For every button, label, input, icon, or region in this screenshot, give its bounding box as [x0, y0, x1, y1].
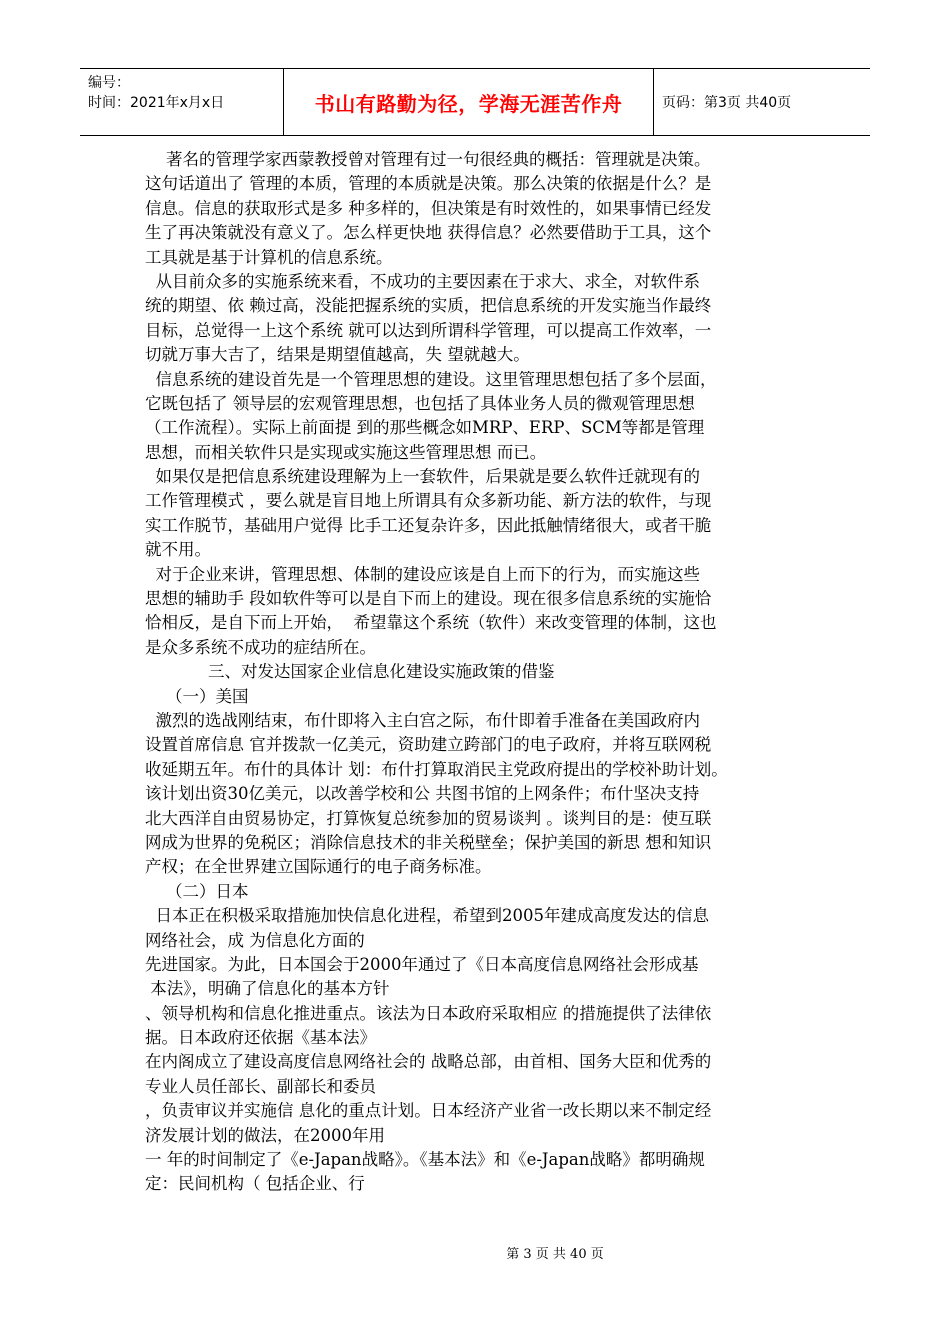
header-slogan: 书山有路勤为径，学海无涯苦作舟 [284, 69, 654, 135]
header-meta [80, 69, 284, 135]
page-header [80, 68, 870, 136]
body-text-line: 产权；在全世界建立国际通行的电子商务标准。 [145, 857, 492, 877]
body-text-line: （工作流程）。实际上前面提 到的那些概念如MRP、ERP、SCM等都是管理 [145, 418, 705, 438]
header-page-info: 页码：第3页 共40页 [662, 95, 792, 111]
body-text-line: 切就万事大吉了，结果是期望值越高，失 望就越大。 [145, 345, 530, 365]
body-text-line: 济发展计划的做法，在2000年用 [145, 1125, 385, 1145]
body-text-line: 日本正在积极采取措施加快信息化进程，希望到2005年建成高度发达的信息 [145, 906, 709, 926]
body-text-line: 定：民间机构（ 包括企业、行 [145, 1174, 365, 1194]
body-text-line: 工具就是基于计算机的信息系统。 [145, 247, 393, 267]
body-text-line: 就不用。 [145, 540, 211, 560]
body-text-line: （二）日本 [145, 881, 249, 901]
body-text-line: 对于企业来讲，管理思想、体制的建设应该是自上而下的行为，而实施这些 [145, 564, 700, 584]
body-text-line: 信息系统的建设首先是一个管理思想的建设。这里管理思想包括了多个层面， [145, 369, 717, 389]
page-footer: 第 3 页 共 40 页 [506, 1247, 604, 1262]
body-text-line: （一）美国 [145, 686, 249, 706]
body-text-line: 在内阁成立了建设高度信息网络社会的 战略总部，由首相、国务大臣和优秀的 [145, 1052, 712, 1072]
body-text-line: 北大西洋自由贸易协定，打算恢复总统参加的贸易谈判 。谈判目的是：使互联 [145, 808, 712, 828]
body-text-line: 三、对发达国家企业信息化建设实施政策的借鉴 [145, 662, 555, 682]
body-text-line: 工作管理模式 ，要么就是盲目地上所谓具有众多新功能、新方法的软件，与现 [145, 491, 712, 511]
body-text-line: 激烈的选战刚结束，布什即将入主白宫之际，布什即着手准备在美国政府内 [145, 710, 700, 730]
document-body [145, 148, 810, 1197]
body-text-line: 收延期五年。布什的具体计 划：布什打算取消民主党政府提出的学校补助计划。 [145, 759, 728, 779]
body-text-line: 据。日本政府还依据《基本法》 [145, 1028, 376, 1048]
body-text-line: 著名的管理学家西蒙教授曾对管理有过一句很经典的概括：管理就是决策。 [145, 150, 711, 169]
body-text-line: 它既包括了 领导层的宏观管理思想，也包括了具体业务人员的微观管理思想 [145, 393, 695, 413]
body-text-line: 目标，总觉得一上这个系统 就可以达到所谓科学管理，可以提高工作效率，一 [145, 320, 712, 340]
body-text-line: 该计划出资30亿美元，以改善学校和公 共图书馆的上网条件；布什坚决支持 [145, 784, 700, 804]
body-text-line: 从目前众多的实施系统来看，不成功的主要因素在于求大、求全，对软件系 [145, 271, 700, 291]
body-text-line: 是众多系统不成功的症结所在。 [145, 637, 376, 657]
body-text-line: 网成为世界的免税区；消除信息技术的非关税壁垒；保护美国的新思 想和知识 [145, 832, 712, 852]
body-text-line: 生了再决策就没有意义了。怎么样更快地 获得信息？必然要借助于工具，这个 [145, 223, 712, 243]
body-text-line: 一 年的时间制定了《e-Japan战略》。《基本法》和《e-Japan战略》都明确规 [145, 1150, 705, 1170]
body-text-line: 先进国家。为此，日本国会于2000年通过了《日本高度信息网络社会形成基 [145, 954, 699, 974]
body-text-line: 设置首席信息 官并拨款一亿美元，资助建立跨部门的电子政府，并将互联网税 [145, 735, 712, 755]
body-text-line: 思想的辅助手 段如软件等可以是自下而上的建设。现在很多信息系统的实施恰 [145, 589, 712, 609]
document-date: 时间：2021年x月x日 [88, 95, 225, 111]
body-text-line: 恰相反，是自下而上开始， 希望靠这个系统（软件）来改变管理的体制，这也 [145, 613, 717, 633]
body-text-line: 本法》，明确了信息化的基本方针 [145, 979, 390, 999]
body-text-line: 实工作脱节，基础用户觉得 比手工还复杂许多，因此抵触情绪很大，或者干脆 [145, 515, 712, 535]
body-text-line: 专业人员任部长、副部长和委员 [145, 1076, 376, 1096]
body-text-line: 统的期望、依 赖过高，没能把握系统的实质，把信息系统的开发实施当作最终 [145, 296, 712, 316]
body-text-line: 思想，而相关软件只是实现或实施这些管理思想 而已。 [145, 442, 547, 462]
body-text-line: 、领导机构和信息化推进重点。该法为日本政府采取相应 的措施提供了法律依 [145, 1003, 712, 1023]
body-text-line: 这句话道出了 管理的本质，管理的本质就是决策。那么决策的依据是什么？是 [145, 174, 712, 194]
body-text-line: 如果仅是把信息系统建设理解为上一套软件，后果就是要么软件迁就现有的 [145, 467, 700, 487]
body-text-line: ，负责审议并实施信 息化的重点计划。日本经济产业省一改长期以来不制定经 [145, 1101, 712, 1121]
body-text-line: 网络社会，成 为信息化方面的 [145, 930, 365, 950]
body-text-line: 信息。信息的获取形式是多 种多样的，但决策是有时效性的，如果事情已经发 [145, 198, 712, 218]
document-number: 编号： [88, 75, 130, 91]
